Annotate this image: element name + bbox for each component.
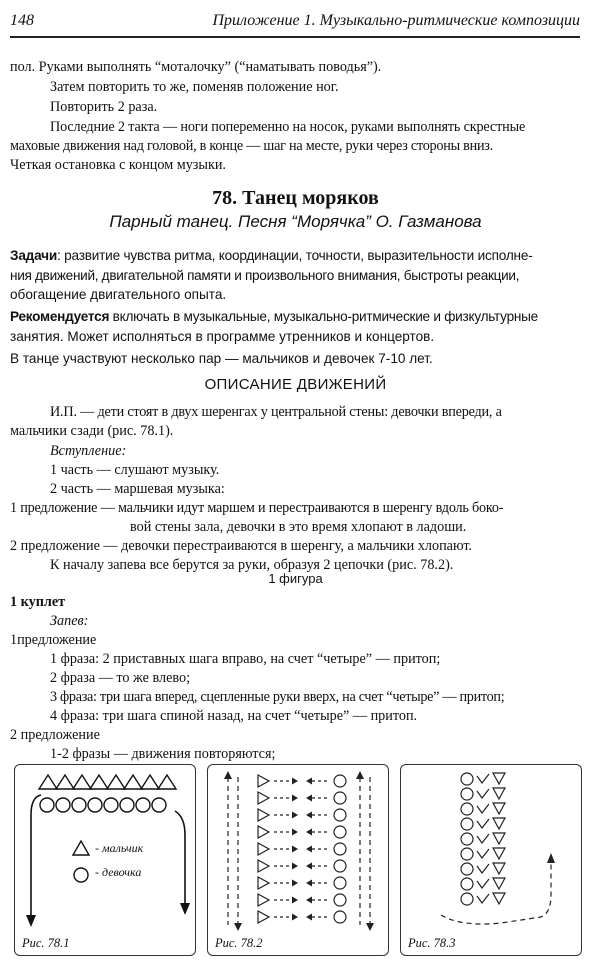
tasks-label: Задачи: [10, 248, 57, 263]
figure-78-2: [207, 764, 389, 956]
part-1: 1 часть — слушают музыку.: [50, 462, 220, 478]
participants-text: В танце участвуют несколько пар — мальчиков и девочек 7-10 лет.: [10, 351, 433, 366]
left-path-arrow: [31, 795, 41, 917]
intro-line-1: пол. Руками выполнять “моталочку” (“наматывать поводья”).: [10, 59, 382, 75]
boy-triangle: [493, 893, 505, 904]
boy-triangle: [258, 792, 269, 804]
figure-78-3-caption: Рис. 78.3: [408, 936, 456, 950]
boy-triangle: [493, 773, 505, 784]
girl-circle: [461, 878, 473, 890]
intro-line-6: Четкая остановка с концом музыки.: [10, 157, 226, 173]
girl-circle: [461, 818, 473, 830]
girl-circle: [334, 877, 346, 889]
verse-heading: 1 куплет: [10, 594, 66, 610]
ip-line-1: И.П. — дети стоят в двух шеренгах у центральной стены: девочки впереди, а: [50, 404, 502, 420]
boy-triangle: [258, 826, 269, 838]
recommend-label: Рекомендуется: [10, 309, 110, 324]
legend-circle: [74, 868, 88, 882]
figure-78-2-caption: Рис. 78.2: [215, 936, 263, 950]
girl-circle: [461, 788, 473, 800]
girls-row: [40, 798, 166, 812]
figure-78-1: [14, 764, 196, 956]
recommend-line-2: занятия. Может исполняться в программе утренников и концертов.: [10, 329, 435, 344]
girl-circle: [461, 863, 473, 875]
legend-boy-label: - мальчик: [95, 841, 144, 855]
boy-triangle: [258, 877, 269, 889]
fig3-column: [461, 773, 505, 905]
boy-triangle: [258, 860, 269, 872]
girl-circle: [334, 894, 346, 906]
right-path-arrow: [175, 811, 185, 905]
legend-triangle: [73, 841, 89, 855]
phrase-1: 1 фраза: 2 приставных шага вправо, на счет “четыре” — притоп;: [50, 651, 441, 667]
phrases-1-2: 1-2 фразы — движения повторяются;: [50, 746, 276, 762]
figure-heading: 1 фигура: [268, 571, 323, 586]
sentence-2: 2 предложение — девочки перестраиваются в шеренгу, а мальчики хлопают.: [10, 538, 473, 554]
header-rule: [10, 36, 580, 38]
girl-circle: [334, 911, 346, 923]
dance-title: 78. Танец моряков: [212, 187, 379, 209]
phrase-2: 2 фраза — то же влево;: [50, 670, 191, 686]
intro-line-3: Повторить 2 раза.: [50, 99, 158, 115]
girl-circle: [334, 826, 346, 838]
boy-triangle: [493, 788, 505, 799]
boy-triangle: [258, 911, 269, 923]
sentence-1a: 1 предложение — мальчики идут маршем и перестраиваются в шеренгу вдоль боко-: [10, 500, 504, 516]
figure-78-1-drawing: [15, 765, 195, 955]
boy-triangle: [493, 863, 505, 874]
girl-circle: [334, 792, 346, 804]
boy-triangle: [493, 878, 505, 889]
intro-label: Вступление:: [50, 443, 127, 459]
boy-triangle: [258, 775, 269, 787]
phrase-4: 4 фраза: три шага спиной назад, на счет “четыре” — притоп.: [50, 708, 418, 724]
verse-sentence-2: 2 предложение: [10, 727, 100, 743]
girl-circle: [334, 809, 346, 821]
boy-triangle: [258, 894, 269, 906]
phrase-3: 3 фраза: три шага вперед, сцепленные руки вверх, на счет “четыре” — притоп;: [50, 689, 505, 705]
part-2: 2 часть — маршевая музыка:: [50, 481, 225, 497]
tasks-text-1: : развитие чувства ритма, координации, точности, выразительности исполне-: [56, 248, 533, 263]
sentence-1b: вой стены зала, девочки в это время хлопают в ладоши.: [130, 519, 467, 535]
recommend-line-1: [10, 307, 538, 326]
intro-line-5: маховые движения над головой, в конце — шаг на месте, руки через стороны вниз.: [10, 138, 493, 154]
tasks-line-1: [10, 246, 533, 265]
verse-sentence-1: 1предложение: [10, 632, 97, 648]
dance-subtitle: Парный танец. Песня “Морячка” О. Газманова: [109, 212, 482, 231]
boy-triangle: [493, 848, 505, 859]
figure-78-2-drawing: [208, 765, 388, 955]
boy-triangle: [258, 809, 269, 821]
figure-78-3-drawing: [401, 765, 581, 955]
boy-triangle: [258, 843, 269, 855]
section-title: Приложение 1. Музыкально-ритмические композиции: [212, 12, 580, 29]
page-number: 148: [10, 12, 34, 29]
tasks-line-2: ния движений, двигательной памяти и произвольного внимания, быстроты реакции,: [10, 268, 520, 283]
boys-row: [39, 775, 176, 789]
girl-circle: [461, 803, 473, 815]
recommend-text-1: включать в музыкальные, музыкально-ритмические и физкультурные: [109, 309, 538, 324]
chorus-start: К началу запева все берутся за руки, образуя 2 цепочки (рис. 78.2).: [50, 557, 454, 573]
girl-circle: [461, 848, 473, 860]
movements-heading: ОПИСАНИЕ ДВИЖЕНИЙ: [204, 376, 387, 393]
tasks-line-3: обогащение двигательного опыта.: [10, 287, 227, 302]
ip-line-2: мальчики сзади (рис. 78.1).: [10, 423, 174, 439]
girl-circle: [334, 775, 346, 787]
legend-girl-label: - девочка: [95, 865, 142, 879]
zapev-label: Запев:: [50, 613, 89, 629]
pair-rows: [258, 775, 346, 923]
intro-line-2: Затем повторить то же, поменяв положение ног.: [50, 79, 339, 95]
intro-line-4: Последние 2 такта — ноги попеременно на носок, руками выполнять скрестные: [50, 119, 526, 135]
girl-circle: [461, 833, 473, 845]
boy-triangle: [493, 833, 505, 844]
boy-triangle: [493, 818, 505, 829]
page-header: [10, 12, 580, 34]
girl-circle: [334, 860, 346, 872]
girl-circle: [461, 893, 473, 905]
girl-circle: [334, 843, 346, 855]
girl-circle: [461, 773, 473, 785]
boy-triangle: [493, 803, 505, 814]
figure-78-3: [400, 764, 582, 956]
figure-78-1-caption: Рис. 78.1: [22, 936, 70, 950]
